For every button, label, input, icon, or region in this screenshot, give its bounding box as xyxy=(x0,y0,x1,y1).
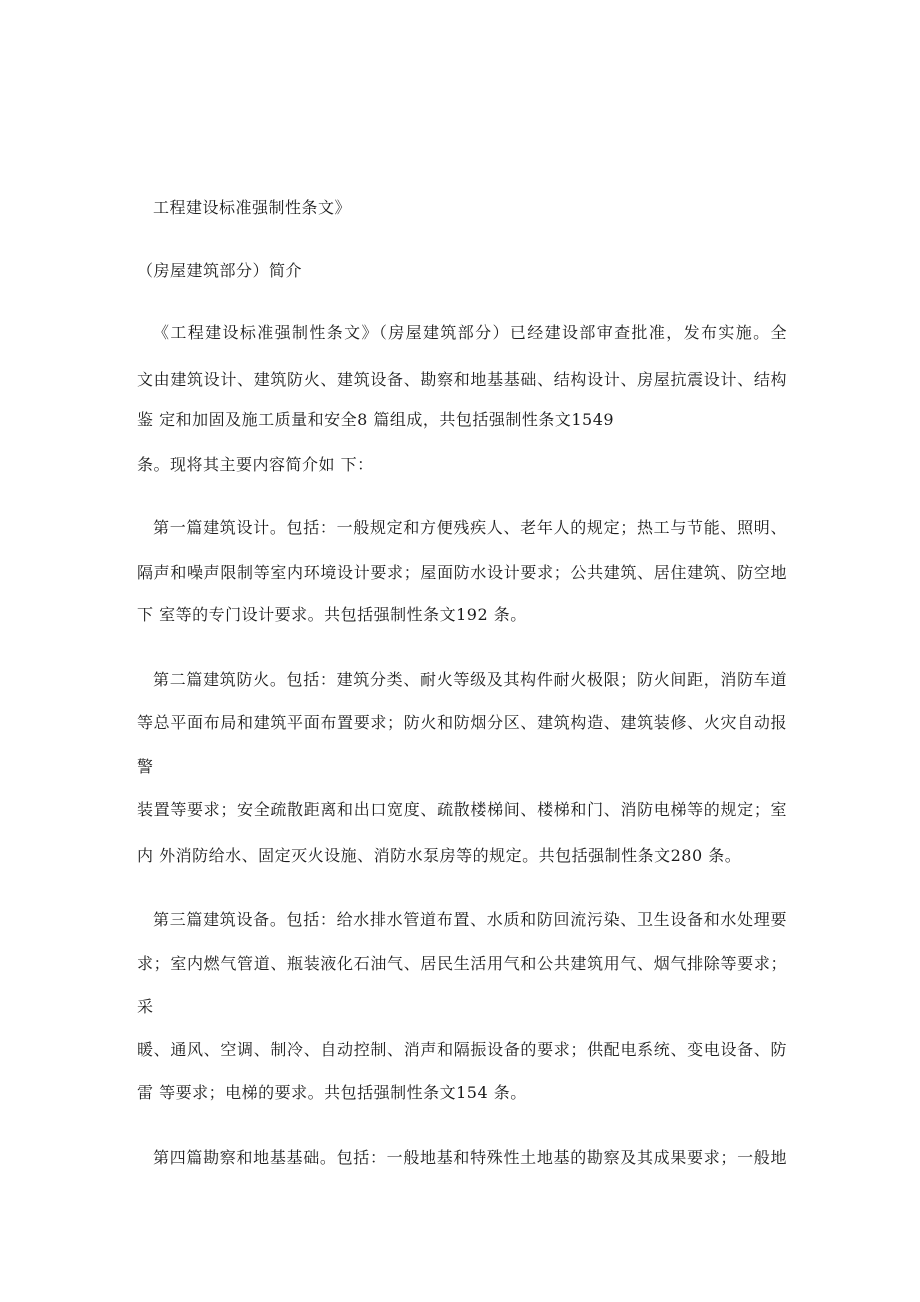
document-title: 工程建设标准强制性条文》 xyxy=(153,198,352,217)
paragraph-line: 警 xyxy=(137,757,154,776)
paragraph-line: 内 外消防给水、固定灭火设施、消防水泵房等的规定。共包括强制性条文280 条。 xyxy=(137,846,742,865)
document-subtitle: （房屋建筑部分）简介 xyxy=(137,261,303,280)
paragraph-line: 采 xyxy=(137,997,154,1016)
paragraph-line: 装置等要求；安全疏散距离和出口宽度、疏散楼梯间、楼梯和门、消防电梯等的规定；室 xyxy=(137,800,787,819)
paragraph-line: 第一篇建筑设计。包括：一般规定和方便残疾人、老年人的规定；热工与节能、照明、 xyxy=(153,518,787,537)
paragraph-line: 第三篇建筑设备。包括：给水排水管道布置、水质和防回流污染、卫生设备和水处理要 xyxy=(153,910,787,929)
paragraph-line: 隔声和噪声限制等室内环境设计要求；屋面防水设计要求；公共建筑、居住建筑、防空地 xyxy=(137,563,787,582)
paragraph-line: 第四篇勘察和地基基础。包括：一般地基和特殊性土地基的勘察及其成果要求；一般地 xyxy=(153,1148,787,1167)
paragraph-line: 鉴 定和加固及施工质量和安全8 篇组成，共包括强制性条文1549 xyxy=(137,410,615,429)
paragraph-line: 雷 等要求；电梯的要求。共包括强制性条文154 条。 xyxy=(137,1083,527,1102)
paragraph-line: 文由建筑设计、建筑防火、建筑设备、勘察和地基基础、结构设计、房屋抗震设计、结构 xyxy=(137,370,787,389)
paragraph-line: 下 室等的专门设计要求。共包括强制性条文192 条。 xyxy=(137,605,527,624)
paragraph-line: 暖、通风、空调、制冷、自动控制、消声和隔振设备的要求；供配电系统、变电设备、防 xyxy=(137,1040,787,1059)
paragraph-line: 《工程建设标准强制性条文》（房屋建筑部分）已经建设部审查批准，发布实施。全 xyxy=(153,323,787,342)
paragraph-line: 条。现将其主要内容简介如 下： xyxy=(137,455,374,474)
paragraph-line: 求；室内燃气管道、瓶装液化石油气、居民生活用气和公共建筑用气、烟气排除等要求； xyxy=(137,954,787,973)
paragraph-line: 第二篇建筑防火。包括：建筑分类、耐火等级及其构件耐火极限；防火间距，消防车道 xyxy=(153,670,787,689)
paragraph-line: 等总平面布局和建筑平面布置要求；防火和防烟分区、建筑构造、建筑装修、火灾自动报 xyxy=(137,713,787,732)
